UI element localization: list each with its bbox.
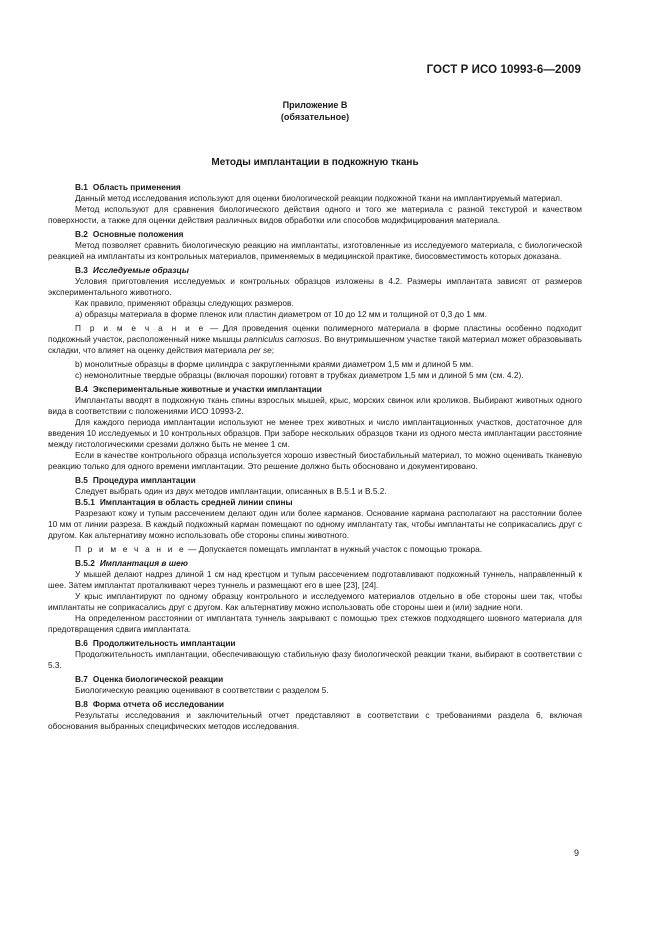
paragraph: Как правило, применяют образцы следующих размеров. xyxy=(75,298,294,308)
section-heading: B.2 Основные положения xyxy=(75,229,184,239)
list-item: а) образцы материала в форме пленок или пластин диаметром от 10 до 12 мм и толщиной от 0,3 до 1 мм. xyxy=(75,309,487,319)
paragraph: Метод позволяет сравнить биологическую реакцию на имплантаты, изготовленные из исследуемого материала, с биологической реакцией на имплантаты из контрольных материалов, применяемых в медицинской практике, биосовместимость которых доказана. xyxy=(48,240,582,261)
paragraph: Биологическую реакцию оценивают в соответствии с разделом 5. xyxy=(75,685,329,695)
subsection-heading: B.5.2 Имплантация в шею xyxy=(75,558,188,568)
paragraph: Данный метод исследования используют для оценки биологической реакции подкожной ткани на имплантируемый материал. xyxy=(75,193,563,203)
section-heading: B.4 Экспериментальные животные и участки имплантации xyxy=(75,384,322,394)
annex-title: Приложение В xyxy=(282,100,348,110)
page-number: 9 xyxy=(573,848,579,858)
section-heading: B.7 Оценка биологической реакции xyxy=(75,674,224,684)
note-label: П р и м е ч а н и е xyxy=(75,323,206,333)
subsection-heading: B.5.1 Имплантация в область средней линии спины xyxy=(75,497,293,507)
paragraph: Имплантаты вводят в подкожную ткань спины взрослых мышей, крыс, морских свинок или кроликов. Выбирают животных одного вида в соответствии с положениями ИСО 10993-2. xyxy=(48,395,582,416)
section-heading: B.3 Исследуемые образцы xyxy=(75,265,189,275)
document-body xyxy=(48,179,582,732)
section-heading: B.5 Процедура имплантации xyxy=(75,475,196,485)
list-item: с) немонолитные твердые образцы (включая порошки) готовят в трубках диаметром 1,5 мм и длиной 5 мм (см. 4.2). xyxy=(75,370,524,380)
paragraph: Для каждого периода имплантации используют не менее трех животных и число имплантационных участков, достаточное для введения 10 исследуемых и 10 контрольных образцов. При заборе нескольких образцов ткани из одного места имплантации расстояние между гистологическими срезами должно быть не менее 1 см. xyxy=(48,417,582,449)
note-label: П р и м е ч а н и е xyxy=(75,544,186,554)
paragraph: У крыс имплантируют по одному образцу контрольного и исследуемого материалов отдельно в обе стороны шеи так, чтобы имплантаты не соприкасались друг с другом. Как альтернативу можно использовать обе стороны шеи и (или) задние ноги. xyxy=(48,591,582,612)
list-item: b) монолитные образцы в форме цилиндра с закругленными краями диаметром 1,5 мм и длиной 5 мм. xyxy=(75,359,474,369)
paragraph: Условия приготовления исследуемых и контрольных образцов изложены в 4.2. Размеры имплантата зависят от размеров экспериментального животного. xyxy=(48,276,582,297)
document-id: ГОСТ Р ИСО 10993-6—2009 xyxy=(426,64,581,76)
paragraph: Продолжительность имплантации, обеспечивающую стабильную фазу биологической реакции ткани, выбирают в соответствии с 5.3. xyxy=(48,649,582,670)
paragraph: Следует выбрать один из двух методов имплантации, описанных в В.5.1 и В.5.2. xyxy=(75,486,387,496)
section-heading: B.8 Форма отчета об исследовании xyxy=(75,699,224,709)
annex-header xyxy=(0,99,630,123)
paragraph: Метод используют для сравнения биологического действия одного и того же материала с разной текстурой и качеством поверхности, а также для оценки действия различных видов обработки или способов модифицирования материала. xyxy=(48,204,582,225)
page-title: Методы имплантации в подкожную ткань xyxy=(211,157,419,168)
paragraph: На определенном расстоянии от имплантата туннель закрывают с помощью трех стежков подходящего шовного материала для предотвращения сдвига имплантата. xyxy=(48,613,582,634)
note: П р и м е ч а н и е — Допускается помещать имплантат в нужный участок с помощью трокара. xyxy=(75,544,483,554)
section-heading: B.1 Область применения xyxy=(75,182,181,192)
section-heading: B.6 Продолжительность имплантации xyxy=(75,638,236,648)
paragraph: У мышей делают надрез длиной 1 см над крестцом и тупым рассечением подготавливают подкожный туннель, направленный к шее. Затем имплантат проталкивают через туннель и размещают его в шее [23], [24]. xyxy=(48,569,582,590)
note: П р и м е ч а н и е — Для проведения оценки полимерного материала в форме пластины особенно подходит подкожный участок, расположенный ниже мышцы panniculus carnosus. Во внутримышечном участке такой материал может образовывать складки, что влияет на оценку действия материала per se; xyxy=(48,323,582,355)
paragraph: Если в качестве контрольного образца используется хорошо известный биостабильный материал, то можно оценивать тканевую реакцию только для одного времени имплантации. Это решение должно быть обосновано и документировано. xyxy=(48,450,582,471)
annex-status: (обязательное) xyxy=(280,112,350,122)
paragraph: Результаты исследования и заключительный отчет представляют в соответствии с требованиями раздела 6, включая обоснования выбранных специфических методов исследования. xyxy=(48,710,582,731)
paragraph: Разрезают кожу и тупым рассечением делают один или более карманов. Основание кармана располагают на расстоянии более 10 мм от линии разреза. В каждый подкожный карман помещают по одному имплантату так, чтобы имплантаты не соприкасались друг с другом. Как альтернативу можно использовать обе стороны спины животного. xyxy=(48,508,582,540)
